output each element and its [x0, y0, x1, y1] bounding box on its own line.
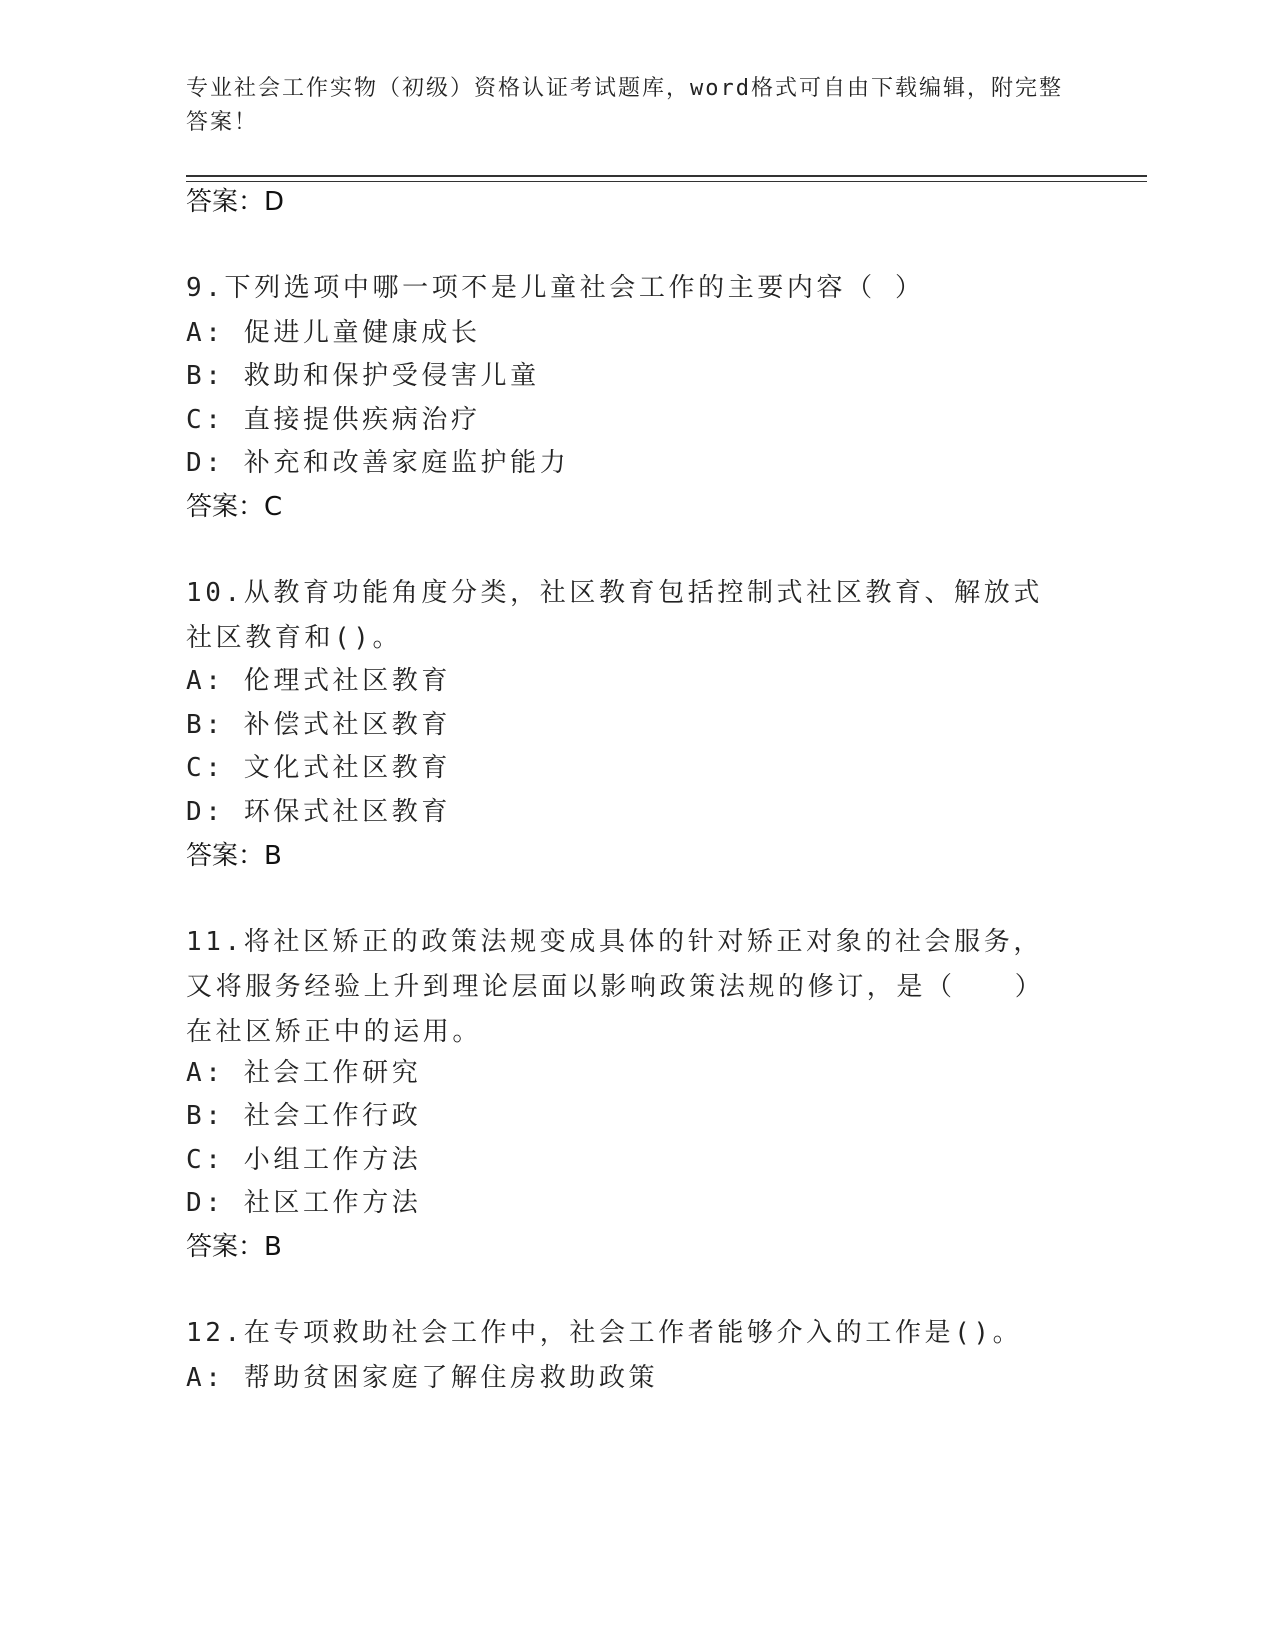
question-9-option-b: B: 救助和保护受侵害儿童 — [186, 361, 540, 391]
question-11-answer: 答案：B — [186, 1232, 282, 1262]
question-12-option-a: A: 帮助贫困家庭了解住房救助政策 — [186, 1363, 659, 1393]
question-10-option-a: A: 伦理式社区教育 — [186, 666, 451, 696]
question-10-option-d: D: 环保式社区教育 — [186, 797, 451, 827]
question-10-option-c: C: 文化式社区教育 — [186, 753, 451, 783]
question-11-text: 11.将社区矫正的政策法规变成具体的针对矫正对象的社会服务，又将服务经验上升到理论层面以影响政策法规的修订，是（ ）在社区矫正中的运用。 — [186, 927, 1045, 1047]
question-9-option-a: A: 促进儿童健康成长 — [186, 318, 481, 348]
question-12-text: 12.在专项救助社会工作中，社会工作者能够介入的工作是()。 — [186, 1318, 1023, 1348]
header-rule-thick — [186, 175, 1147, 177]
question-11-option-d: D: 社区工作方法 — [186, 1188, 422, 1218]
answer-line: 答案：D — [186, 187, 285, 217]
question-11-option-a: A: 社会工作研究 — [186, 1058, 422, 1088]
header-rule-thin — [186, 181, 1147, 182]
question-10-answer: 答案：B — [186, 841, 282, 871]
question-9-answer: 答案：C — [186, 492, 283, 522]
question-9-option-c: C: 直接提供疾病治疗 — [186, 405, 481, 435]
question-9-option-d: D: 补充和改善家庭监护能力 — [186, 448, 570, 478]
question-10-option-b: B: 补偿式社区教育 — [186, 710, 451, 740]
page-header: 专业社会工作实物（初级）资格认证考试题库，word格式可自由下载编辑，附完整答案！ — [186, 76, 1063, 135]
question-11-option-b: B: 社会工作行政 — [186, 1101, 422, 1131]
question-11-option-c: C: 小组工作方法 — [186, 1145, 422, 1175]
question-10-text: 10.从教育功能角度分类，社区教育包括控制式社区教育、解放式社区教育和()。 — [186, 578, 1043, 653]
question-9-text: 9.下列选项中哪一项不是儿童社会工作的主要内容（ ） — [186, 273, 925, 303]
